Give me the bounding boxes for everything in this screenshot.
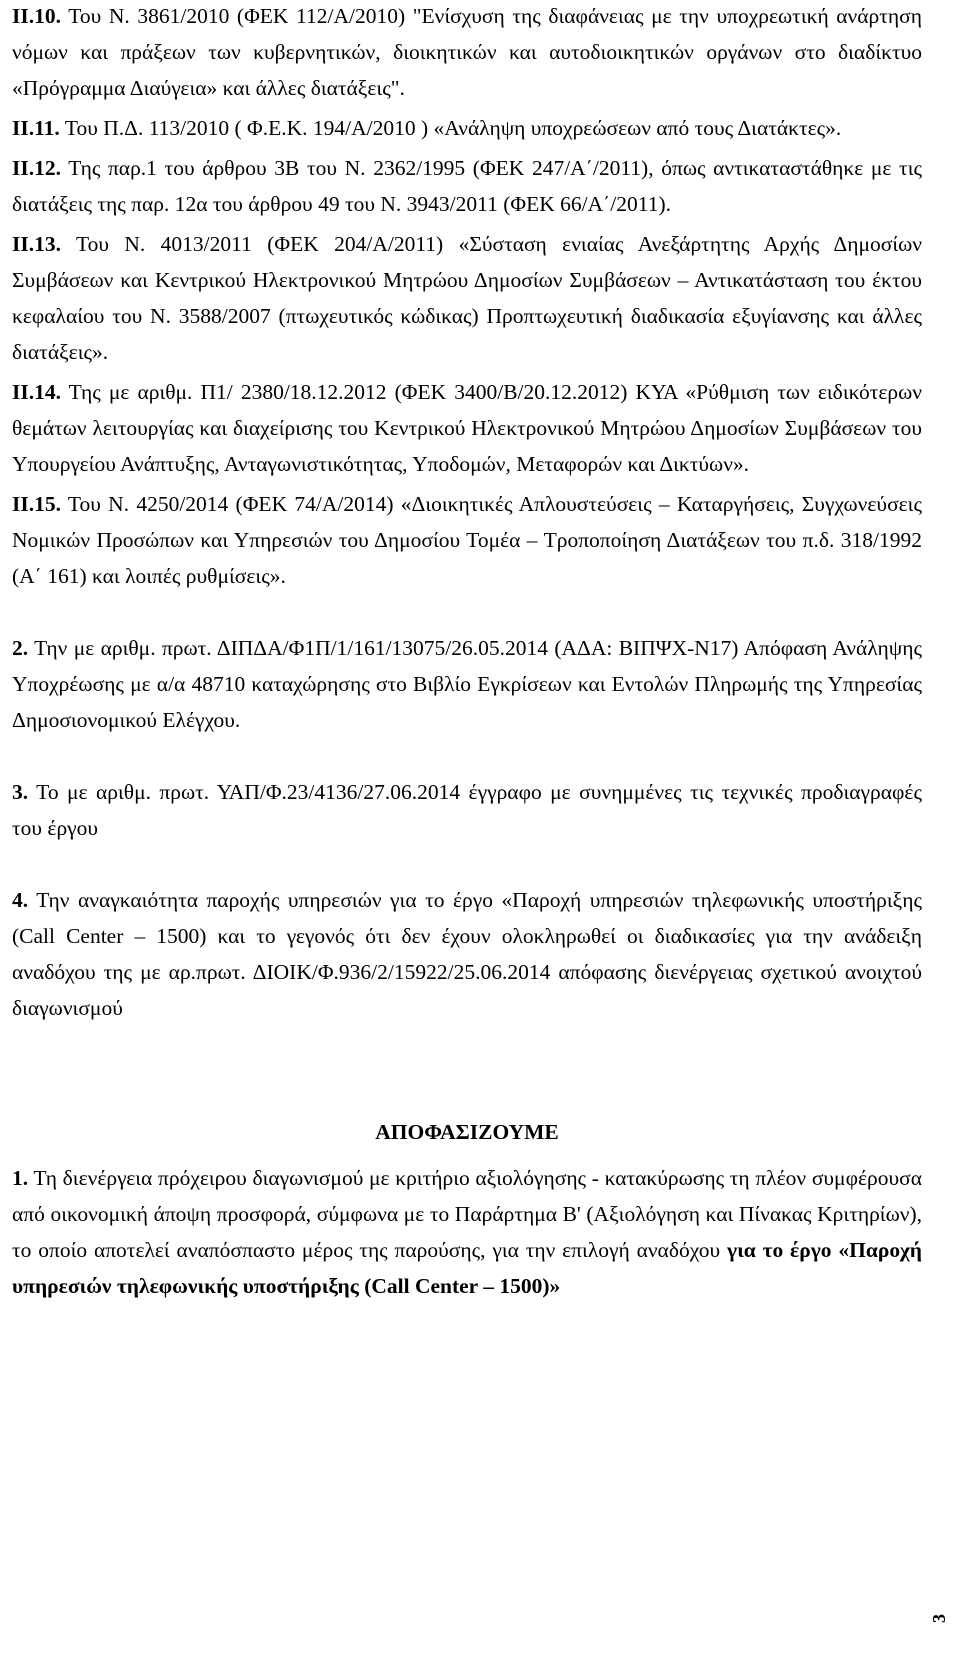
item-number: ΙΙ.12. — [12, 156, 61, 180]
legal-item-ii15 — [12, 486, 922, 594]
legal-item-ii10 — [12, 0, 922, 106]
item-text: Της παρ.1 του άρθρου 3Β του Ν. 2362/1995 (ΦΕΚ 247/Α΄/2011), όπως αντικαταστάθηκε με τις διατάξεις της παρ. 12α του άρθρου 49 του Ν. 3943/2011 (ΦΕΚ 66/Α΄/2011). — [12, 156, 922, 216]
document-page — [12, 0, 922, 1304]
item-text: Του Ν. 4013/2011 (ΦΕΚ 204/Α/2011) «Σύσταση ενιαίας Ανεξάρτητης Αρχής Δημοσίων Συμβάσεων και Κεντρικού Ηλεκτρονικού Μητρώου Δημοσίων Συμβάσεων – Αντικατάσταση του έκτου κεφαλαίου του Ν. 3588/2007 (πτωχευτικός κώδικας) Προπτωχευτική διαδικασία εξυγίανσης και άλλες διατάξεις». — [12, 232, 922, 364]
point-text: Την με αριθμ. πρωτ. ΔΙΠΔΑ/Φ1Π/1/161/13075/26.05.2014 (ΑΔΑ: ΒΙΠΨΧ-Ν17) Απόφαση Ανάληψης Υποχρέωσης με α/α 48710 καταχώρησης στο Βιβλίο Εγκρίσεων και Εντολών Πληρωμής της Υπηρεσίας Δημοσιονομικού Ελέγχου. — [12, 636, 922, 732]
legal-item-ii14 — [12, 374, 922, 482]
decision-point-1 — [12, 1160, 922, 1304]
consideration-point-3 — [12, 774, 922, 846]
item-number: ΙΙ.13. — [12, 232, 61, 256]
consideration-point-2 — [12, 630, 922, 738]
item-number: ΙΙ.14. — [12, 380, 61, 404]
item-text: Του Ν. 4250/2014 (ΦΕΚ 74/Α/2014) «Διοικητικές Απλουστεύσεις – Καταργήσεις, Συγχωνεύσεις Νομικών Προσώπων και Υπηρεσιών του Δημοσίου Τομέα – Τροποποίηση Διατάξεων του π.δ. 318/1992 (Α΄ 161) και λοιπές ρυθμίσεις». — [12, 492, 922, 588]
legal-item-ii11 — [12, 110, 922, 146]
item-text: Της με αριθμ. Π1/ 2380/18.12.2012 (ΦΕΚ 3400/Β/20.12.2012) ΚΥΑ «Ρύθμιση των ειδικότερων θεμάτων λειτουργίας και διαχείρισης του Κεντρικού Ηλεκτρονικού Μητρώου Δημοσίων Συμβάσεων του Υπουργείου Ανάπτυξης, Ανταγωνιστικότητας, Υποδομών, Μεταφορών και Δικτύων». — [12, 380, 922, 476]
item-number: ΙΙ.10. — [12, 4, 61, 28]
item-number: ΙΙ.11. — [12, 116, 60, 140]
decision-project-title: για το έργο «Παροχή υπηρεσιών τηλεφωνικής υποστήριξης (Call Center – 1500)» — [12, 1238, 922, 1298]
item-text: Του Ν. 3861/2010 (ΦΕΚ 112/Α/2010) "Ενίσχυση της διαφάνειας με την υποχρεωτική ανάρτηση νόμων και πράξεων των κυβερνητικών, διοικητικών και αυτοδιοικητικών οργάνων στο διαδίκτυο «Πρόγραμμα Διαύγεια» και άλλες διατάξεις". — [12, 4, 922, 100]
consideration-point-4 — [12, 882, 922, 1026]
item-text: Του Π.Δ. 113/2010 ( Φ.Ε.Κ. 194/Α/2010 ) «Ανάληψη υποχρεώσεων από τους Διατάκτες». — [64, 116, 842, 140]
point-number: 4. — [12, 888, 29, 912]
point-text: Την αναγκαιότητα παροχής υπηρεσιών για το έργο «Παροχή υπηρεσιών τηλεφωνικής υποστήριξης (Call Center – 1500) και το γεγονός ότι δεν έχουν ολοκληρωθεί οι διαδικασίες για την ανάδειξη αναδόχου της με αρ.πρωτ. ΔΙΟΙΚ/Φ.936/2/15922/25.06.2014 απόφασης διενέργειας σχετικού ανοιχτού διαγωνισμού — [12, 888, 922, 1020]
decision-text: Τη διενέργεια πρόχειρου διαγωνισμού με κριτήριο αξιολόγησης - κατακύρωσης τη πλέον συμφέρουσα από οικονομική άποψη προσφορά, σύμφωνα με το Παράρτημα Β' (Αξιολόγηση και Πίνακας Κριτηρίων), το οποίο αποτελεί αναπόσπαστο μέρος της παρούσης, για την επιλογή αναδόχου — [12, 1166, 922, 1262]
point-text: Το με αριθμ. πρωτ. ΥΑΠ/Φ.23/4136/27.06.2014 έγγραφο με συνημμένες τις τεχνικές προδιαγραφές του έργου — [12, 780, 922, 840]
legal-item-ii12 — [12, 150, 922, 222]
point-number: 3. — [12, 780, 29, 804]
decision-heading: ΑΠΟΦΑΣΙΖΟΥΜΕ — [375, 1120, 559, 1144]
page-number: 3 — [929, 1614, 949, 1623]
decision-number: 1. — [12, 1166, 29, 1190]
point-number: 2. — [12, 636, 29, 660]
item-number: ΙΙ.15. — [12, 492, 61, 516]
legal-item-ii13 — [12, 226, 922, 370]
